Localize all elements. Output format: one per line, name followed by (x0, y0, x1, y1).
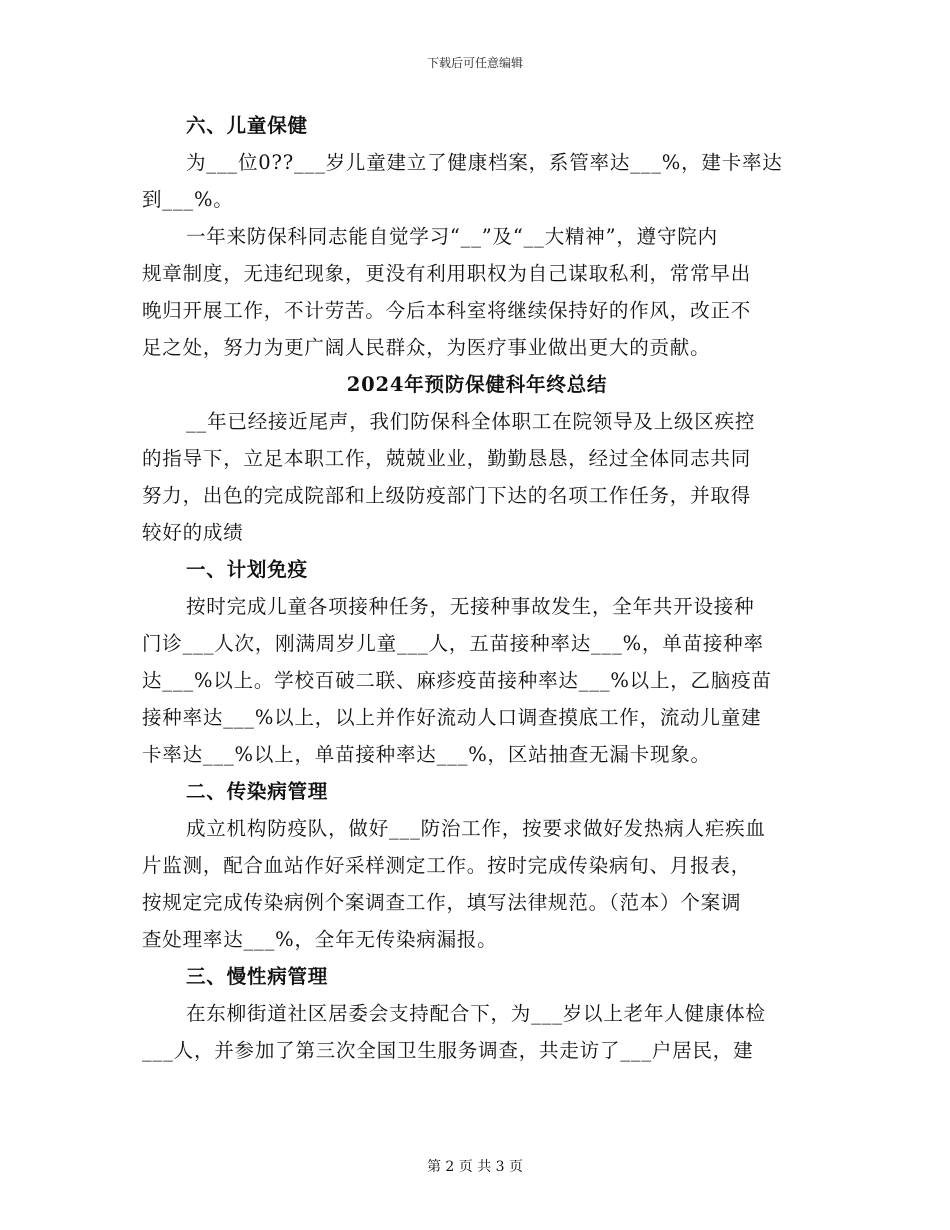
paragraph-first-line: __年已经接近尾声，我们防保科全体职工在院领导及上级区疾控 (186, 410, 756, 433)
download-note: 下载后可任意编辑 (426, 56, 523, 70)
page-number: 第 2 页 共 3 页 (426, 1159, 524, 1175)
text-line: ___人，并参加了第三次全国卫生服务调查，共走访了___户居民，建 (142, 1039, 754, 1062)
section-heading: 三、慢性病管理 (186, 965, 329, 988)
text-line: 门诊___人次，刚满周岁儿童___人，五苗接种率达___%，单苗接种率 (142, 632, 764, 655)
paragraph-first-line: 成立机构防疫队，做好___防治工作，按要求做好发热病人疟疾血 (186, 817, 766, 840)
text-line: 足之处，努力为更广阔人民群众，为医疗事业做出更大的贡献。 (142, 336, 711, 359)
text-line: 达___%以上。学校百破二联、麻疹疫苗接种率达___%以上，乙脑疫苗 (142, 669, 772, 692)
text-line: 片监测，配合血站作好采样测定工作。按时完成传染病旬、月报表， (142, 854, 752, 877)
text-line: 的指导下，立足本职工作，兢兢业业，勤勤恳恳，经过全体同志共同 (142, 447, 752, 470)
text-line: 查处理率达___%，全年无传染病漏报。 (142, 928, 498, 951)
paragraph-first-line: 按时完成儿童各项接种任务，无接种事故发生，全年共开设接种 (186, 595, 755, 618)
paragraph-first-line: 为___位0??___岁儿童建立了健康档案，系管率达___%，建卡率达 (186, 151, 783, 174)
paragraph-first-line: 在东柳街道社区居委会支持配合下，为___岁以上老年人健康体检 (186, 1002, 766, 1025)
text-line: 卡率达___%以上，单苗接种率达___%，区站抽查无漏卡现象。 (142, 743, 711, 766)
text-line: 到___%。 (142, 188, 234, 211)
text-line: 努力，出色的完成院部和上级防疫部门下达的名项工作任务，并取得 (142, 484, 752, 507)
section-heading: 一、计划免疫 (186, 558, 308, 581)
paragraph-first-line: 一年来防保科同志能自觉学习“__”及“__大精神”，遵守院内 (186, 225, 718, 248)
text-line: 较好的成绩 (142, 521, 244, 544)
section-heading: 六、儿童保健 (186, 114, 308, 137)
text-line: 接种率达___%以上，以上并作好流动人口调查摸底工作，流动儿童建 (142, 706, 762, 729)
section-heading: 二、传染病管理 (186, 780, 329, 803)
document-body (142, 107, 812, 1069)
text-line: 晚归开展工作，不计劳苦。今后本科室将继续保持好的作风，改正不 (142, 299, 752, 322)
document-title: 2024年预防保健科年终总结 (346, 373, 608, 396)
text-line: 规章制度，无违纪现象，更没有利用职权为自己谋取私利，常常早出 (142, 262, 752, 285)
text-line: 按规定完成传染病例个案调查工作，填写法律规范。（范本）个案调 (142, 891, 742, 914)
